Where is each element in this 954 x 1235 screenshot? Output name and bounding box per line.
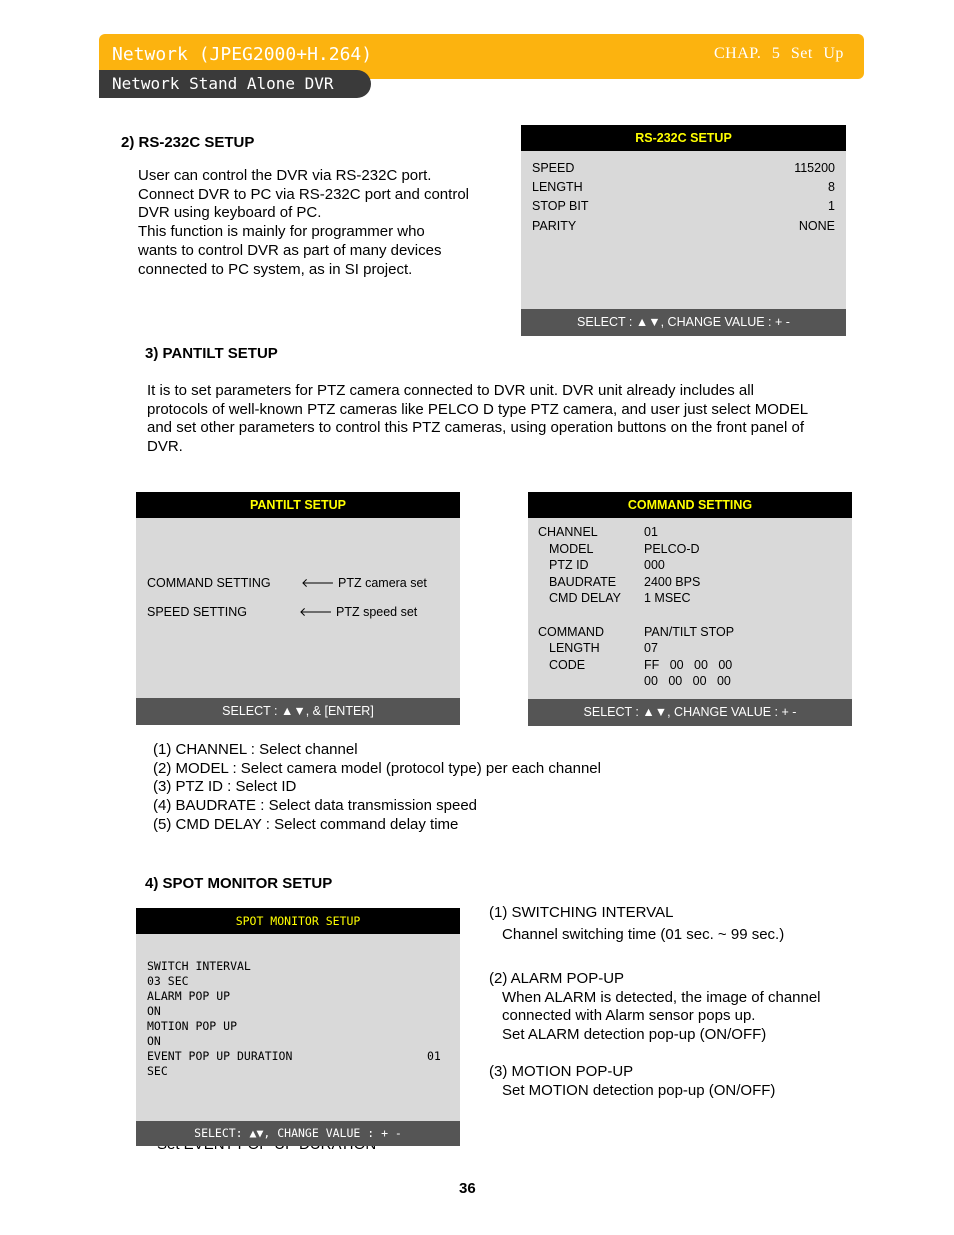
- pantilt-line: and set other parameters to control this PTZ cameras, using operation buttons on the front panel of: [147, 419, 805, 437]
- spot-panel-footer: SELECT: ▲▼, CHANGE VALUE : + -: [136, 1121, 460, 1146]
- ptz-camera-set-note: 🡐 PTZ camera set: [301, 576, 427, 590]
- command-setting-item[interactable]: COMMAND SETTING: [147, 576, 271, 590]
- cmd-value-command: PAN/TILT STOP: [644, 625, 735, 639]
- cmd-label-baudrate: BAUDRATE: [549, 575, 617, 589]
- cmd-value-code-1: FF 00 00 00: [644, 658, 733, 672]
- cmd-label-command: COMMAND: [538, 625, 604, 639]
- note-line: Set MOTION detection pop-up (ON/OFF): [502, 1081, 776, 1099]
- cmd-label-channel: CHANNEL: [538, 525, 598, 539]
- row-label: SPEED: [532, 161, 575, 175]
- cmd-value-length: 07: [644, 641, 658, 655]
- spot-setting-line: SEC: [147, 1064, 168, 1078]
- pantilt-line: protocols of well-known PTZ cameras like PELCO D type PTZ camera, and user just select MODEL: [147, 400, 809, 418]
- speed-setting-item[interactable]: SPEED SETTING: [147, 605, 248, 619]
- cmd-label-length: LENGTH: [549, 641, 600, 655]
- pantilt-panel-title: PANTILT SETUP: [136, 492, 460, 518]
- header-title: Network (JPEG2000+H.264): [112, 44, 373, 65]
- spot-panel-title: SPOT MONITOR SETUP: [136, 908, 460, 934]
- list-item: (3) PTZ ID : Select ID: [153, 778, 297, 796]
- row-value: 115200: [794, 161, 835, 175]
- row-value: NONE: [798, 219, 835, 233]
- note-line: connected with Alarm sensor pops up.: [502, 1007, 756, 1025]
- cmd-label-model: MODEL: [549, 542, 594, 556]
- rs232-row-parity: [532, 219, 835, 233]
- spot-note-motion: [489, 1063, 775, 1100]
- command-setting-panel: [528, 492, 852, 726]
- pantilt-setup-panel: [136, 492, 460, 725]
- note-line: When ALARM is detected, the image of channel: [502, 988, 821, 1006]
- spot-setting-line: EVENT POP UP DURATION: [147, 1049, 293, 1063]
- row-label: PARITY: [532, 219, 577, 233]
- rs232-line: DVR using keyboard of PC.: [138, 204, 322, 222]
- row-label: LENGTH: [532, 180, 583, 194]
- pantilt-line: DVR.: [147, 438, 183, 456]
- note-line: Channel switching time (01 sec. ~ 99 sec.): [502, 925, 785, 943]
- rs232-description: [138, 167, 469, 279]
- rs232-heading: 2) RS-232C SETUP: [121, 134, 255, 151]
- spot-setting-line: ALARM POP UP: [147, 989, 231, 1003]
- pantilt-panel-footer: SELECT : ▲▼, & [ENTER]: [136, 698, 460, 725]
- cmd-label-cmd-delay: CMD DELAY: [549, 591, 622, 605]
- ptz-speed-set-note: 🡐 PTZ speed set: [299, 605, 418, 619]
- row-value: 8: [828, 180, 835, 194]
- cmd-label-code: CODE: [549, 658, 586, 672]
- rs232-panel-title: RS-232C SETUP: [521, 125, 846, 151]
- rs232-panel-footer: SELECT : ▲▼, CHANGE VALUE : + -: [521, 309, 846, 336]
- rs232-line: connected to PC system, as in SI project.: [138, 260, 413, 278]
- pantilt-heading: 3) PANTILT SETUP: [145, 345, 278, 362]
- chapter-label: CHAP. 5 Set Up: [714, 45, 844, 62]
- spot-monitor-panel: [136, 908, 460, 1146]
- event-duration-value: 01: [427, 1049, 441, 1063]
- cmd-value-code-2: 00 00 00 00: [644, 674, 731, 688]
- spot-note-alarm: [489, 970, 821, 1045]
- spot-settings-list: [147, 959, 292, 1079]
- rs232-row-stop-bit: [532, 199, 835, 213]
- cmd-value-ptz-id: 000: [644, 558, 665, 572]
- cmd-value-cmd-delay: 1 MSEC: [644, 591, 691, 605]
- cmd-value-model: PELCO-D: [644, 542, 700, 556]
- command-panel-title: COMMAND SETTING: [528, 492, 852, 518]
- pantilt-line: It is to set parameters for PTZ camera connected to DVR unit. DVR unit already includes all: [147, 382, 754, 399]
- header-subtitle: Network Stand Alone DVR: [112, 74, 334, 93]
- pantilt-description: [147, 382, 808, 457]
- rs232-line: This function is mainly for programmer who: [138, 223, 425, 241]
- command-panel-footer: SELECT : ▲▼, CHANGE VALUE : + -: [528, 699, 852, 726]
- spot-heading: 4) SPOT MONITOR SETUP: [145, 875, 333, 892]
- spot-setting-line: ON: [147, 1034, 161, 1048]
- rs232-row-length: [532, 180, 835, 194]
- cmd-value-baudrate: 2400 BPS: [644, 575, 701, 589]
- page-number: 36: [459, 1180, 476, 1197]
- rs232-line: wants to control DVR as part of many devices: [138, 241, 442, 259]
- note-title: (3) MOTION POP-UP: [489, 1063, 634, 1080]
- rs232-row-speed: [532, 161, 835, 175]
- cmd-label-ptz-id: PTZ ID: [549, 558, 589, 572]
- spot-setting-line: MOTION POP UP: [147, 1019, 238, 1033]
- list-item: (4) BAUDRATE : Select data transmission speed: [153, 797, 478, 815]
- row-value: 1: [828, 199, 835, 213]
- pantilt-field-list: [153, 741, 601, 835]
- spot-setting-line: 03 SEC: [147, 974, 189, 988]
- rs232-line: Connect DVR to PC via RS-232C port and control: [138, 185, 469, 203]
- list-item: (2) MODEL : Select camera model (protocol type) per each channel: [153, 759, 601, 777]
- list-item: (1) CHANNEL : Select channel: [153, 741, 358, 758]
- rs232-setup-panel: [521, 125, 846, 336]
- row-label: STOP BIT: [532, 199, 589, 213]
- list-item: (5) CMD DELAY : Select command delay time: [153, 815, 459, 833]
- rs232-line: User can control the DVR via RS-232C port.: [138, 167, 432, 184]
- spot-setting-line: ON: [147, 1004, 161, 1018]
- spot-note-switching: [489, 904, 784, 944]
- note-title: (1) SWITCHING INTERVAL: [489, 904, 674, 921]
- note-line: Set ALARM detection pop-up (ON/OFF): [502, 1026, 767, 1044]
- note-title: (2) ALARM POP-UP: [489, 970, 625, 987]
- cmd-value-channel: 01: [644, 525, 658, 539]
- spot-setting-line: SWITCH INTERVAL: [147, 959, 251, 973]
